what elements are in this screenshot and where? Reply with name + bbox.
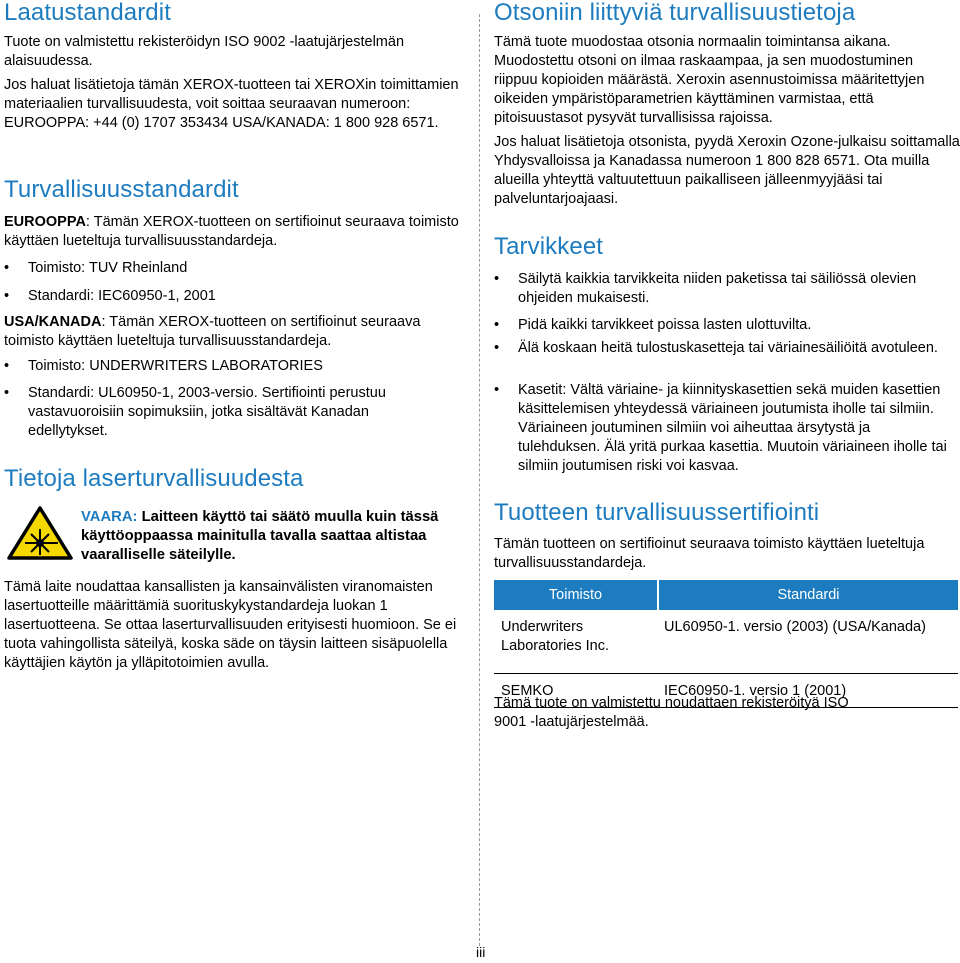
laser-compliance-paragraph: Tämä laite noudattaa kansallisten ja kansainvälisten viranomaisten lasertuotteille määrittämiä suorituskykystandardeja luokan 1 lasertuotteena. Se ottaa laserturvallisuuden erityisesti huomioon. Se ei tuota vahingollista säteilyä, koska säde on täysin laitteen sisäpuolella käyttäjien käytön ja ylläpitotoimien avulla. — [4, 579, 457, 671]
usa-label: USA/KANADA — [4, 314, 102, 330]
iso-footer-text: Tämä tuote on valmistettu noudattaen rekisteröityä ISO 9001 -laatujärjestelmää. — [494, 695, 849, 730]
table-cell-standard: IEC60950-1. versio 1 (2001) — [658, 674, 958, 708]
table-cell-agency: Underwriters Laboratories Inc. — [494, 610, 658, 674]
table-header-standard: Standardi — [658, 580, 958, 610]
usa-bullet-agency: • Toimisto: UNDERWRITERS LABORATORIES — [4, 357, 468, 376]
ozone-heading: Otsoniin liittyviä turvallisuustietoja — [494, 0, 856, 26]
table-row — [494, 610, 958, 674]
laser-warning-text — [81, 508, 469, 565]
table-cell-standard: UL60950-1. versio (2003) (USA/Kanada) — [658, 610, 958, 674]
table-cell-agency: SEMKO — [494, 674, 658, 708]
laser-warning-icon — [6, 505, 74, 561]
safety-standards-heading: Turvallisuusstandardit — [4, 176, 239, 203]
laser-safety-heading: Tietoja laserturvallisuudesta — [4, 465, 304, 492]
warning-body: Laitteen käyttö tai säätö muulla kuin tässä käyttöoppaassa mainitulla tavalla saattaa altistaa vaaralliselle säteilylle. — [81, 509, 439, 563]
ozone-paragraph-2: Jos haluat lisätietoja otsonista, pyydä Xeroxin Ozone-julkaisu soittamalla Yhdysvalloissa ja Kanadassa numeroon 1 800 828 6571. Ota muilla alueilla yhteyttä valtuutettuun paikalliseen jälleenmyyjääsi tai palveluntarjoajaasi. — [494, 134, 960, 207]
warning-label: VAARA: — [81, 509, 138, 525]
quality-paragraph-1: Tuote on valmistettu rekisteröidyn ISO 9002 -laatujärjestelmän alaisuudessa. — [4, 34, 405, 69]
supplies-bullet-2: • Pidä kaikki tarvikkeet poissa lasten ulottuvilta. — [494, 316, 958, 335]
supplies-heading: Tarvikkeet — [494, 233, 604, 260]
supplies-bullet-4: • Kasetit: Vältä väriaine- ja kiinnityskasettien sekä muiden kasettien käsittelemisen yhteydessä väriaineen joutumista iholle tai silmiin. Väriaineen joutuminen silmiin voi aiheuttaa ärsytystä ja tulehduksen. Älä yritä purkaa kasettia. Muutoin väriaineen iholle tai silmiin joutumisen riski voi kasvaa. — [494, 381, 956, 476]
usa-text: : Tämän XEROX-tuotteen on sertifioinut seuraava toimisto käyttäen lueteltuja turvallisuusstandardeja. — [4, 314, 421, 349]
europe-label: EUROOPPA — [4, 214, 86, 230]
quality-paragraph-2: Jos haluat lisätietoja tämän XEROX-tuotteen tai XEROXin toimittamien materiaalien turvallisuudesta, voit soittaa seuraavan numeroon: EUROOPPA: +44 (0) 1707 353434 USA/KANADA: 1 800 928 6571. — [4, 77, 459, 131]
supplies-bullet-3: • Älä koskaan heitä tulostuskasetteja tai väriainesäiliöitä avotuleen. — [494, 339, 948, 358]
europe-bullet-standard: • Standardi: IEC60950-1, 2001 — [4, 287, 468, 306]
table-header-row — [494, 580, 958, 610]
quality-standards-heading: Laatustandardit — [4, 0, 171, 26]
table-header-agency: Toimisto — [494, 580, 658, 610]
europe-bullet-agency: • Toimisto: TUV Rheinland — [4, 259, 468, 278]
certification-table — [494, 580, 958, 708]
europe-certification-text — [4, 213, 466, 251]
supplies-bullet-1: • Säilytä kaikkia tarvikkeita niiden paketissa tai säiliössä olevien ohjeiden mukaisesti. — [494, 270, 958, 308]
column-divider — [479, 14, 480, 946]
usa-certification-text — [4, 313, 466, 351]
certification-heading: Tuotteen turvallisuussertifiointi — [494, 499, 820, 526]
certification-intro: Tämän tuotteen on sertifioinut seuraava toimisto käyttäen lueteltuja turvallisuusstandardeja. — [494, 536, 925, 571]
page-number: iii — [476, 944, 486, 960]
ozone-paragraph-1: Tämä tuote muodostaa otsonia normaalin toimintansa aikana. Muodostettu otsoni on ilmaa raskaampaa, ja sen muodostuminen riippuu kopioiden määrästä. Xeroxin asennustoimissa määritettyjen oikeiden ympäristöparametrien käyttäminen varmistaa, että pitoisuustasot pysyvät turvallisissa rajoissa. — [494, 34, 925, 126]
usa-bullet-standard: • Standardi: UL60950-1, 2003-versio. Sertifiointi perustuu vastavuoroisiin sopimuksiin, jotka sisältävät Kanadan edellytykset. — [4, 384, 448, 441]
europe-text: : Tämän XEROX-tuotteen on sertifioinut seuraava toimisto käyttäen lueteltuja turvallisuusstandardeja. — [4, 214, 459, 249]
